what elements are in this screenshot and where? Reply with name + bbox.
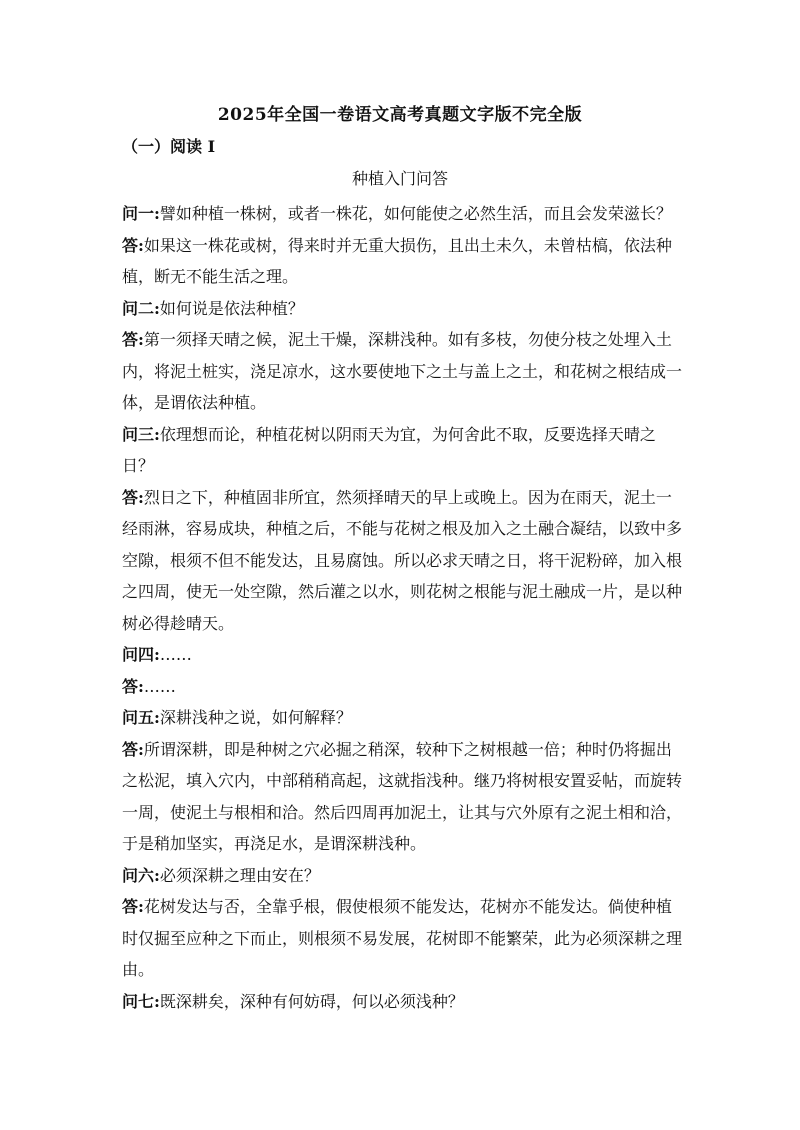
qa-paragraph — [122, 198, 682, 230]
qa-paragraph — [122, 671, 682, 703]
qa-text: 花树发达与否，全靠乎根，假使根须不能发达，花树亦不能发达。倘使种植时仅掘至应种之下而止，则根须不易发展，花树即不能繁荣，此为必须深耕之理由。 — [122, 897, 683, 979]
qa-label: 问六: — [122, 865, 160, 885]
qa-label: 答: — [122, 487, 144, 507]
qa-text: 烈日之下，种植固非所宜，然须择晴天的早上或晚上。因为在雨天，泥土一经雨淋，容易成块，种植之后，不能与花树之根及加入之土融合凝结，以致中多空隙，根须不但不能发达，且易腐蚀。所以必求天晴之日，将干泥粉碎，加入根之四周，使无一处空隙，然后灌之以水，则花树之根能与泥土融成一片，是以种树必得趁晴天。 — [122, 487, 683, 633]
qa-label: 问五: — [122, 708, 160, 727]
qa-label: 问三: — [122, 424, 160, 444]
qa-paragraph — [122, 230, 682, 293]
qa-paragraph — [122, 639, 682, 671]
qa-text: 必须深耕之理由安在？ — [159, 865, 320, 885]
qa-label: 答: — [122, 739, 144, 759]
qa-body — [122, 198, 682, 1017]
qa-paragraph — [122, 293, 682, 325]
article-title: 种植入门问答 — [351, 169, 448, 188]
qa-text: 所谓深耕，即是种树之穴必掘之稍深，较种下之树根越一倍；种时仍将掘出之松泥，填入穴内，中部稍稍高起，这就指浅种。继乃将树根安置妥帖，而旋转一周，使泥土与根相和洽。然后四周再加泥土，让其与穴外原有之泥土相和洽，于是稍加坚实，再浇足水，是谓深耕浅种。 — [122, 739, 683, 853]
qa-text: …… — [143, 676, 176, 696]
qa-label: 问七: — [122, 991, 160, 1011]
qa-label: 问一: — [122, 204, 160, 223]
qa-label: 答: — [122, 330, 144, 349]
qa-paragraph — [122, 860, 682, 892]
qa-paragraph — [122, 482, 682, 640]
qa-text: 既深耕矣，深种有何妨碍，何以必须浅种？ — [159, 991, 464, 1011]
qa-paragraph — [122, 419, 682, 482]
qa-text: 依理想而论，种植花树以阴雨天为宜，为何舍此不取，反要选择天晴之日？ — [122, 424, 656, 475]
qa-text: …… — [159, 645, 192, 664]
qa-paragraph — [122, 891, 682, 986]
section-heading: （一）阅读 I — [122, 137, 216, 156]
qa-label: 答: — [122, 897, 144, 916]
qa-text: 深耕浅种之说，如何解释？ — [159, 708, 352, 727]
qa-text: 第一须择天晴之候，泥土干燥，深耕浅种。如有多枝，勿使分枝之处埋入土内，将泥土桩实，浇足凉水，这水要使地下之土与盖上之土，和花树之根结成一体，是谓依法种植。 — [122, 330, 683, 412]
qa-label: 答: — [122, 676, 144, 696]
qa-label: 问四: — [122, 645, 160, 664]
qa-text: 如何说是依法种植？ — [159, 298, 304, 318]
qa-text: 譬如种植一株树，或者一株花，如何能使之必然生活，而且会发荣滋长？ — [159, 204, 672, 223]
qa-label: 答: — [122, 235, 144, 255]
qa-paragraph — [122, 324, 682, 419]
qa-paragraph — [122, 702, 682, 734]
qa-text: 如果这一株花或树，得来时并无重大损伤，且出土未久，未曾枯槁，依法种植，断无不能生活之理。 — [122, 235, 672, 286]
page-title: 2025年全国一卷语文高考真题文字版不完全版 — [217, 105, 583, 125]
qa-paragraph — [122, 986, 682, 1018]
qa-label: 问二: — [122, 298, 160, 318]
qa-paragraph — [122, 734, 682, 860]
